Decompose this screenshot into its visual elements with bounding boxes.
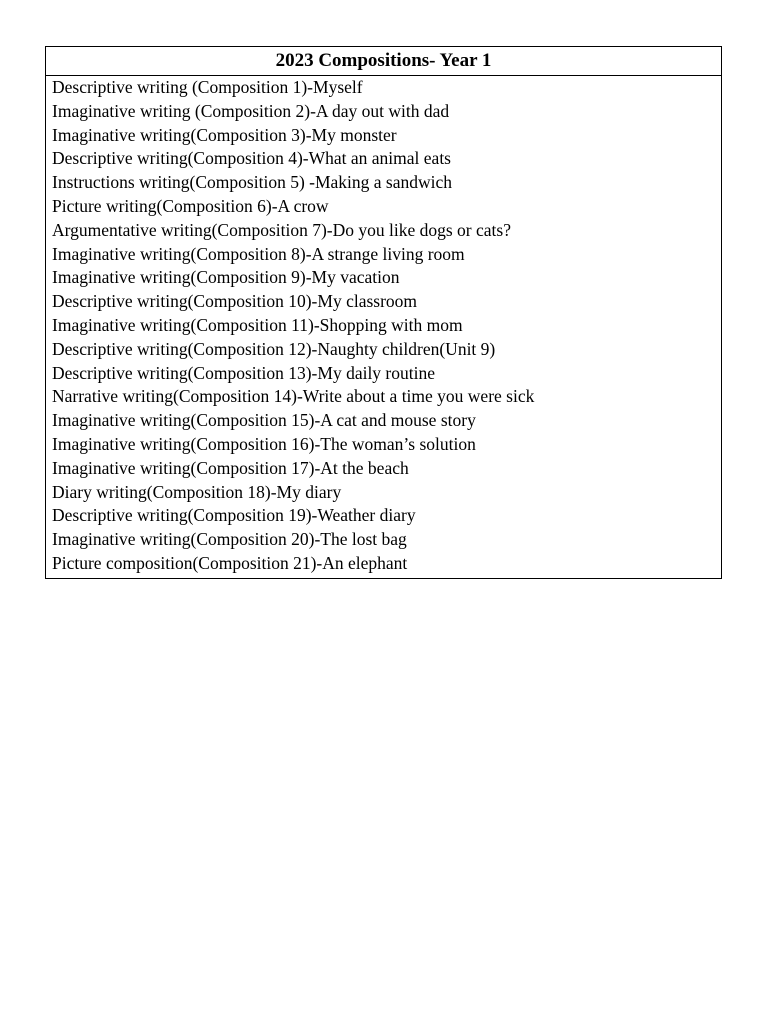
composition-item: Picture composition(Composition 21)-An elephant [52,552,408,573]
composition-item: Descriptive writing(Composition 13)-My daily routine [52,362,436,383]
composition-item: Diary writing(Composition 18)-My diary [52,481,342,502]
composition-item: Imaginative writing(Composition 17)-At the beach [52,457,409,478]
composition-item: Imaginative writing(Composition 20)-The lost bag [52,529,407,550]
composition-item: Descriptive writing(Composition 10)-My classroom [52,291,418,312]
composition-list [46,76,721,578]
composition-item: Narrative writing(Composition 14)-Write about a time you were sick [52,386,535,407]
composition-item: Descriptive writing(Composition 12)-Naughty children(Unit 9) [52,338,496,359]
composition-item: Descriptive writing(Composition 4)-What an animal eats [52,148,451,169]
composition-item: Picture writing(Composition 6)-A crow [52,195,329,216]
compositions-table [45,46,722,579]
composition-item: Imaginative writing(Composition 15)-A cat and mouse story [52,410,476,431]
composition-item: Descriptive writing (Composition 1)-Myself [52,77,363,97]
composition-item: Imaginative writing(Composition 11)-Shopping with mom [52,314,463,335]
composition-item: Imaginative writing(Composition 16)-The woman’s solution [52,433,476,454]
composition-item: Imaginative writing(Composition 3)-My monster [52,124,397,145]
composition-item: Imaginative writing(Composition 9)-My vacation [52,267,400,288]
composition-item: Descriptive writing(Composition 19)-Weather diary [52,505,416,526]
composition-item: Argumentative writing(Composition 7)-Do you like dogs or cats? [52,219,511,240]
composition-item: Imaginative writing (Composition 2)-A day out with dad [52,100,450,121]
composition-item: Imaginative writing(Composition 8)-A strange living room [52,243,465,264]
table-title: 2023 Compositions- Year 1 [46,47,721,76]
composition-item: Instructions writing(Composition 5) -Making a sandwich [52,172,453,193]
